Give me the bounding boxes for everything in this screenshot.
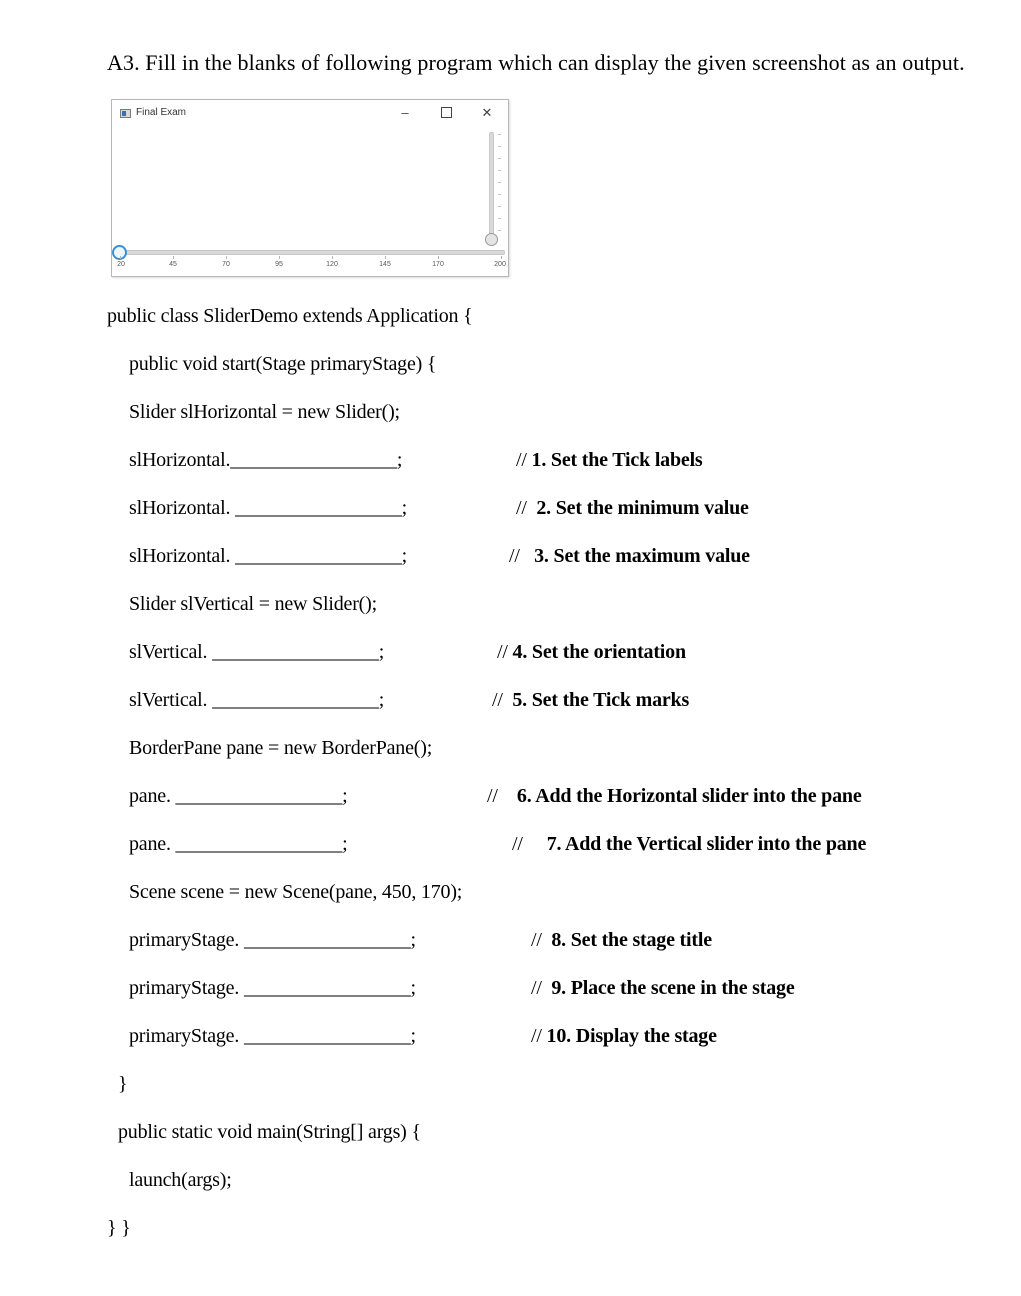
code-blank-4: slVertical. _________________; — [129, 641, 385, 663]
comment-slashes: // — [531, 977, 542, 999]
comment-slashes: // — [487, 785, 498, 807]
comment-slashes: // — [492, 689, 503, 711]
final-exam-window-screenshot — [111, 99, 509, 277]
comment-text: 6. Add the Horizontal slider into the pane — [497, 785, 862, 807]
tick-label: 20 — [117, 261, 125, 268]
code-scene-declaration: Scene scene = new Scene(pane, 450, 170); — [129, 881, 463, 903]
minimize-icon: – — [401, 105, 409, 120]
vertical-slider-track — [489, 132, 494, 236]
vertical-slider-thumb — [485, 233, 498, 246]
code-pane-declaration: BorderPane pane = new BorderPane(); — [129, 737, 433, 759]
comment-10 — [531, 1025, 717, 1048]
horizontal-tick-mark — [226, 256, 227, 259]
comment-1 — [516, 449, 703, 472]
code-start-method: public void start(Stage primaryStage) { — [129, 353, 437, 375]
horizontal-tick-labels — [112, 261, 508, 275]
comment-text: 7. Add the Vertical slider into the pane — [522, 833, 867, 855]
tick-label: 170 — [432, 261, 444, 268]
vertical-tick-mark — [498, 218, 501, 219]
code-blank-6: pane. _________________; — [129, 785, 348, 807]
code-blank-1: slHorizontal._________________; — [129, 449, 403, 471]
code-blank-7: pane. _________________; — [129, 833, 348, 855]
window-content — [112, 126, 508, 276]
tick-label: 45 — [169, 261, 177, 268]
comment-slashes: // — [531, 929, 542, 951]
horizontal-slider-track — [119, 250, 505, 255]
comment-7 — [512, 833, 866, 856]
code-blank-8: primaryStage. _________________; — [129, 929, 416, 951]
question-text: A3. Fill in the blanks of following program which can display the given screenshot as an output. — [107, 50, 965, 75]
code-blank-10: primaryStage. _________________; — [129, 1025, 416, 1047]
comment-8 — [531, 929, 712, 952]
vertical-tick-mark — [498, 194, 501, 195]
comment-4 — [497, 641, 686, 664]
vertical-tick-mark — [498, 182, 501, 183]
code-launch: launch(args); — [129, 1169, 232, 1191]
comment-3 — [509, 545, 750, 568]
vertical-tick-mark — [498, 230, 501, 231]
vertical-tick-mark — [498, 134, 501, 135]
vertical-tick-mark — [498, 206, 501, 207]
comment-6 — [487, 785, 862, 808]
maximize-icon — [433, 104, 459, 122]
comment-5 — [492, 689, 689, 712]
vertical-tick-mark — [498, 158, 501, 159]
comment-text: 5. Set the Tick marks — [502, 689, 690, 711]
comment-text: 4. Set the orientation — [507, 641, 686, 663]
horizontal-tick-mark — [173, 256, 174, 259]
horizontal-tick-mark — [120, 256, 121, 259]
code-vertical-slider: Slider slVertical = new Slider(); — [129, 593, 377, 615]
comment-text: 9. Place the scene in the stage — [541, 977, 795, 999]
window-titlebar — [112, 100, 508, 126]
comment-slashes: // — [516, 497, 527, 519]
tick-label: 70 — [222, 261, 230, 268]
code-close-class: } } — [107, 1217, 131, 1239]
code-horizontal-slider: Slider slHorizontal = new Slider(); — [129, 401, 400, 423]
code-main-declaration: public static void main(String[] args) { — [118, 1121, 421, 1143]
app-icon — [120, 109, 131, 118]
code-close-start: } — [118, 1073, 128, 1095]
comment-text: 3. Set the maximum value — [519, 545, 750, 567]
close-icon: ✕ — [481, 105, 493, 120]
tick-label: 145 — [379, 261, 391, 268]
code-blank-3: slHorizontal. _________________; — [129, 545, 408, 567]
comment-slashes: // — [516, 449, 527, 471]
code-class-declaration: public class SliderDemo extends Application { — [107, 305, 473, 327]
vertical-tick-mark — [498, 146, 501, 147]
code-blank-2: slHorizontal. _________________; — [129, 497, 408, 519]
horizontal-tick-mark — [279, 256, 280, 259]
code-blank-5: slVertical. _________________; — [129, 689, 385, 711]
window-title: Final Exam — [136, 107, 187, 118]
horizontal-tick-mark — [501, 256, 502, 259]
comment-slashes: // — [531, 1025, 542, 1047]
comment-text: 2. Set the minimum value — [526, 497, 749, 519]
tick-label: 200 — [494, 261, 506, 268]
tick-label: 120 — [326, 261, 338, 268]
horizontal-tick-mark — [385, 256, 386, 259]
comment-text: 1. Set the Tick labels — [526, 449, 703, 471]
comment-slashes: // — [512, 833, 523, 855]
comment-slashes: // — [509, 545, 520, 567]
horizontal-tick-mark — [438, 256, 439, 259]
code-blank-9: primaryStage. _________________; — [129, 977, 416, 999]
comment-slashes: // — [497, 641, 508, 663]
vertical-tick-mark — [498, 170, 501, 171]
comment-9 — [531, 977, 795, 1000]
comment-text: 10. Display the stage — [541, 1025, 717, 1047]
tick-label: 95 — [275, 261, 283, 268]
comment-text: 8. Set the stage title — [541, 929, 712, 951]
horizontal-tick-mark — [332, 256, 333, 259]
comment-2 — [516, 497, 749, 520]
